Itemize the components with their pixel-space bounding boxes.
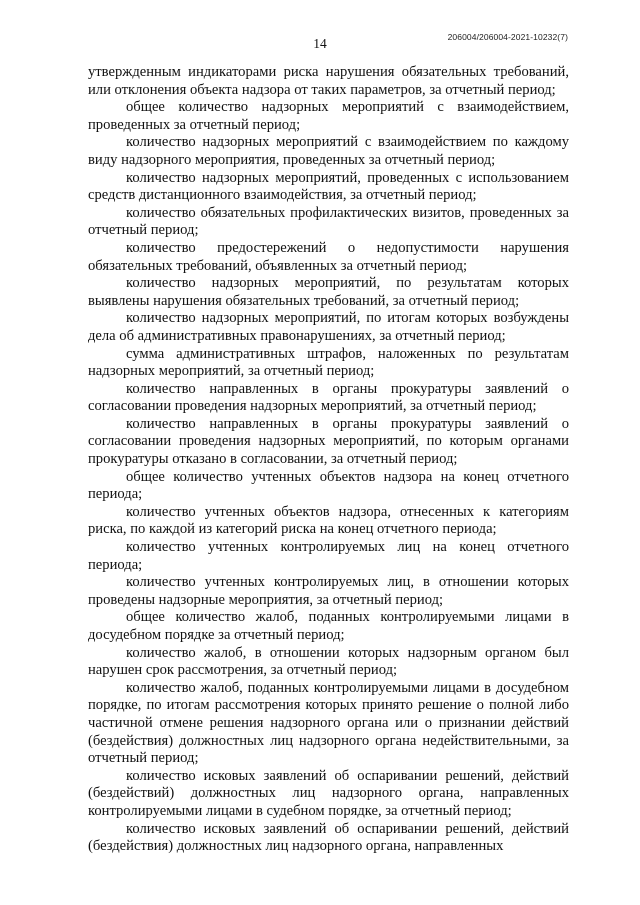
- paragraph: сумма административных штрафов, наложенных по результатам надзорных мероприятий, за отчетный период;: [88, 345, 569, 380]
- paragraph: количество надзорных мероприятий, по итогам которых возбуждены дела об административных правонарушениях, за отчетный период;: [88, 310, 569, 344]
- document-number: 206004/206004-2021-10232(7): [447, 32, 568, 42]
- paragraph: количество направленных в органы прокуратуры заявлений о согласовании проведения надзорных мероприятий, за отчетный период;: [88, 380, 569, 415]
- paragraph: количество надзорных мероприятий, по результатам которых выявлены нарушения обязательных требований, за отчетный период;: [88, 275, 569, 309]
- paragraph: количество исковых заявлений об оспаривании решений, действий (бездействий) должностных лиц надзорного органа, направленных контролируемыми лицами в судебном порядке, за отчетный период;: [88, 767, 569, 819]
- paragraph: количество исковых заявлений об оспаривании решений, действий (бездействия) должностных лиц надзорного органа, направленных: [88, 820, 569, 855]
- paragraph: количество предостережений о недопустимости нарушения обязательных требований, объявленных за отчетный период;: [88, 239, 569, 274]
- paragraph: утвержденным индикаторами риска нарушения обязательных требований, или отклонения объекта надзора от таких параметров, за отчетный период;: [88, 64, 569, 98]
- paragraph: количество обязательных профилактических визитов, проведенных за отчетный период;: [88, 204, 569, 239]
- page-number: 14: [313, 36, 327, 51]
- paragraph: количество направленных в органы прокуратуры заявлений о согласовании проведения надзорных мероприятий, по которым органами прокуратуры отказано в согласовании, за отчетный период;: [88, 415, 569, 468]
- paragraph: количество жалоб, в отношении которых надзорным органом был нарушен срок рассмотрения, за отчетный период;: [88, 644, 569, 679]
- paragraph: общее количество учтенных объектов надзора на конец отчетного периода;: [88, 468, 569, 503]
- paragraph: общее количество надзорных мероприятий с взаимодействием, проведенных за отчетный период;: [88, 99, 569, 133]
- paragraph: количество учтенных контролируемых лиц, в отношении которых проведены надзорные мероприятия, за отчетный период;: [88, 574, 569, 608]
- document-body: [88, 64, 569, 856]
- paragraph: количество надзорных мероприятий, проведенных с использованием средств дистанционного взаимодействия, за отчетный период;: [88, 169, 569, 204]
- paragraph: количество надзорных мероприятий с взаимодействием по каждому виду надзорного мероприятия, проведенных за отчетный период;: [88, 134, 569, 168]
- paragraph: общее количество жалоб, поданных контролируемыми лицами в досудебном порядке за отчетный период;: [88, 609, 569, 643]
- paragraph: количество жалоб, поданных контролируемыми лицами в досудебном порядке, по итогам рассмотрения которых принято решение о полной либо частичной отмене решения надзорного органа или о признании действий (бездействия) должностных лиц надзорного органа недействительными, за отчетный период;: [88, 679, 569, 767]
- paragraph: количество учтенных объектов надзора, отнесенных к категориям риска, по каждой из категорий риска на конец отчетного периода;: [88, 503, 569, 538]
- paragraph: количество учтенных контролируемых лиц на конец отчетного периода;: [88, 539, 569, 573]
